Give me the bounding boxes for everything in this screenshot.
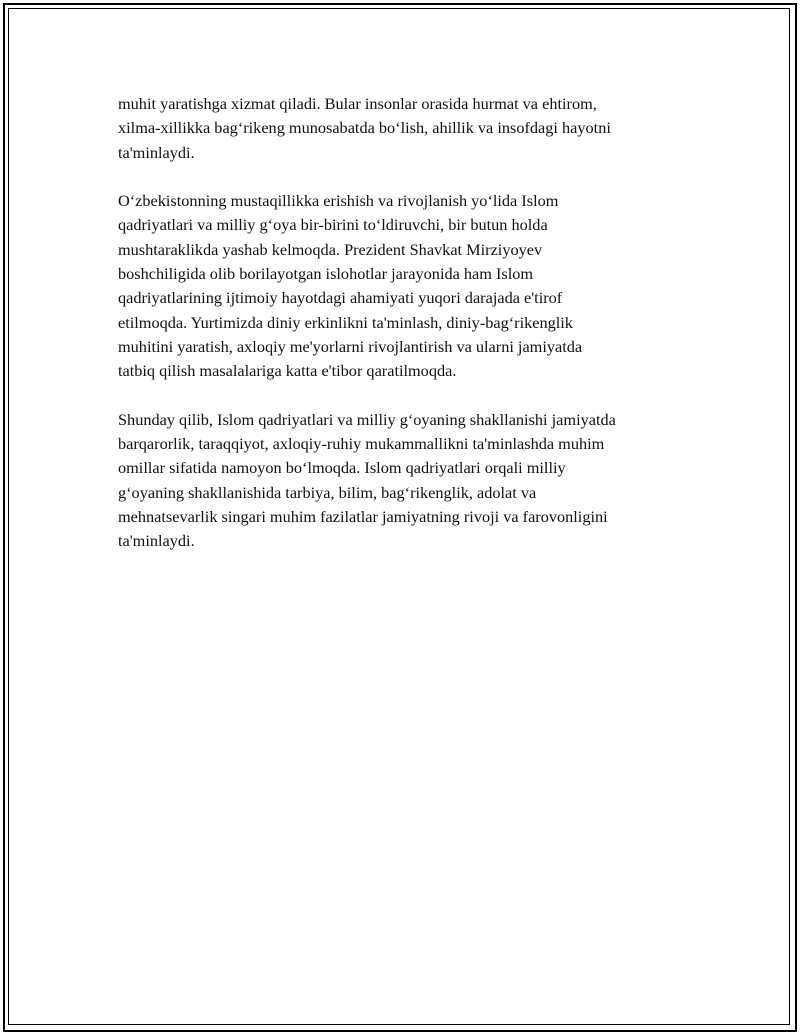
paragraph-3 (118, 408, 688, 554)
text-line: ta'minlaydi. (118, 142, 195, 162)
paragraph-1 (118, 92, 688, 165)
text-line: omillar sifatida namoyon bo‘lmoqda. Islom qadriyatlari orqali milliy (118, 458, 566, 478)
text-line: boshchiligida olib borilayotgan islohotlar jarayonida ham Islom (118, 264, 534, 284)
text-line: barqarorlik, taraqqiyot, axloqiy-ruhiy mukammallikni ta'minlashda muhim (118, 434, 605, 454)
text-line: xilma-xillikka bag‘rikeng munosabatda bo‘lish, ahillik va insofdagi hayotni (118, 118, 611, 138)
document-body (118, 92, 688, 578)
text-line: qadriyatlarining ijtimoiy hayotdagi ahamiyati yuqori darajada e'tirof (118, 288, 563, 308)
text-line: Shunday qilib, Islom qadriyatlari va milliy g‘oyaning shakllanishi jamiyatda (118, 409, 616, 429)
paragraph-2 (118, 189, 688, 383)
text-line: O‘zbekistonning mustaqillikka erishish va rivojlanish yo‘lida Islom (118, 191, 559, 211)
text-line: mehnatsevarlik singari muhim fazilatlar jamiyatning rivoji va farovonligini (118, 507, 608, 527)
text-line: muhitini yaratish, axloqiy me'yorlarni rivojlantirish va ularni jamiyatda (118, 336, 583, 356)
text-line: mushtaraklikda yashab kelmoqda. Prezident Shavkat Mirziyoyev (118, 239, 543, 259)
text-line: g‘oyaning shakllanishida tarbiya, bilim, bag‘rikenglik, adolat va (118, 482, 537, 502)
text-line: etilmoqda. Yurtimizda diniy erkinlikni ta'minlash, diniy-bag‘rikenglik (118, 312, 573, 332)
text-line: muhit yaratishga xizmat qiladi. Bular insonlar orasida hurmat va ehtirom, (118, 94, 597, 113)
text-line: ta'minlaydi. (118, 531, 195, 551)
text-line: qadriyatlari va milliy g‘oya bir-birini to‘ldiruvchi, bir butun holda (118, 215, 548, 235)
text-line: tatbiq qilish masalalariga katta e'tibor qaratilmoqda. (118, 361, 457, 381)
